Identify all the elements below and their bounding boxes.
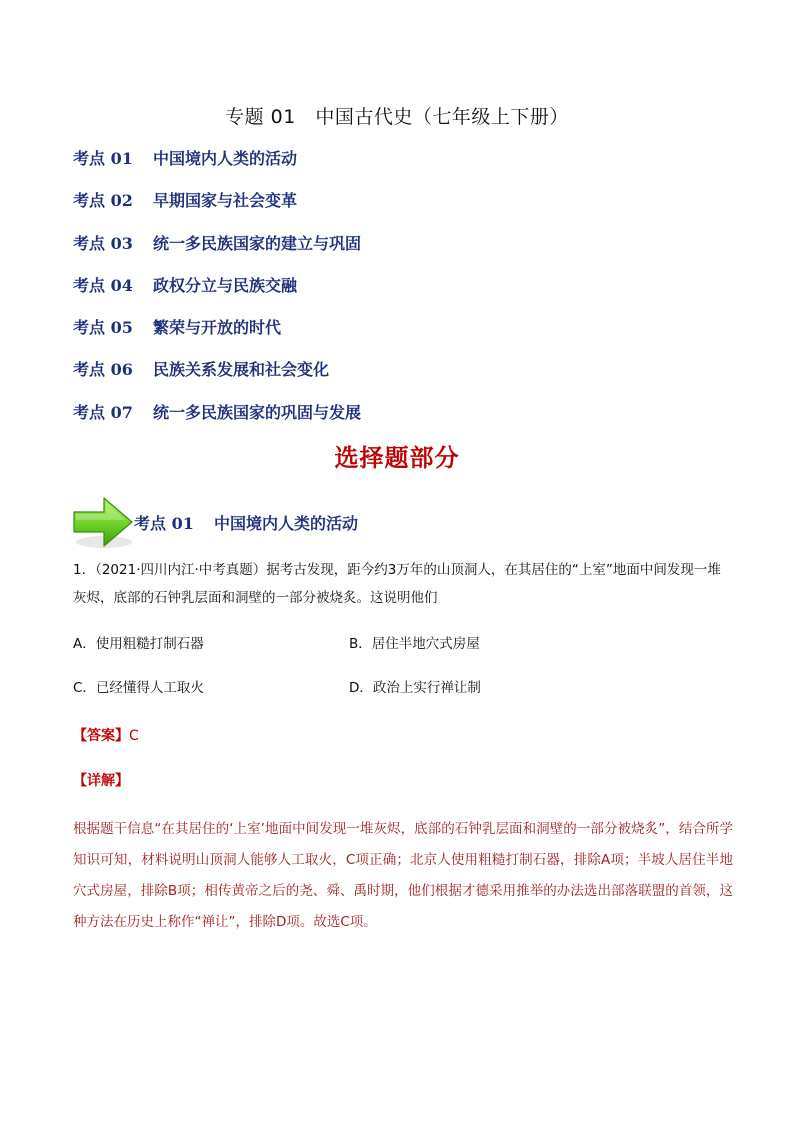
detail-label: 【详解】 bbox=[73, 773, 129, 789]
explanation-text: 根据题干信息“在其居住的‘上室’地面中间发现一堆灰烬，底部的石钟乳层面和洞壁的一部分被烧炙”，结合所学知识可知，材料说明山顶洞人能够人工取火，C项正确；北京人使用粗糙打制石器，排除A项；半坡人居住半地穴式房屋，排除B项；相传黄帝之后的尧、舜、禹时期，他们根据才德采用推举的办法选出部落联盟的首领，这种方法在历史上称作“禅让”，排除D项。故选C项。 bbox=[73, 821, 733, 930]
toc-item bbox=[73, 273, 361, 315]
topic-code: 考点 01 bbox=[134, 514, 194, 533]
toc-item bbox=[73, 400, 361, 442]
question-stem: 1．（2021·四川内江·中考真题）据考古发现，距今约3万年的山顶洞人，在其居住的“上室”地面中间发现一堆灰烬，底部的石钟乳层面和洞壁的一部分被烧炙。这说明他们 bbox=[73, 562, 721, 606]
option-row bbox=[73, 676, 723, 720]
toc-item-code: 考点 04 bbox=[73, 275, 133, 295]
topic-title: 中国境内人类的活动 bbox=[214, 514, 359, 533]
document-title: 专题 01 中国古代史（七年级上下册） bbox=[225, 106, 569, 128]
section-heading: 选择题部分 bbox=[334, 443, 460, 472]
option-c: C．已经懂得人工取火 bbox=[73, 680, 204, 696]
toc-item bbox=[73, 188, 361, 230]
question-options bbox=[73, 632, 723, 720]
green-arrow-icon bbox=[70, 490, 136, 554]
topic-label bbox=[134, 511, 358, 534]
toc-item-title: 政权分立与民族交融 bbox=[153, 275, 298, 295]
toc-item-title: 民族关系发展和社会变化 bbox=[153, 360, 330, 380]
option-d: D．政治上实行禅让制 bbox=[349, 680, 481, 696]
toc-item bbox=[73, 146, 361, 188]
topic-banner bbox=[70, 490, 470, 554]
option-a: A．使用粗糙打制石器 bbox=[73, 636, 204, 652]
answer-value: C bbox=[129, 728, 139, 744]
option-b: B．居住半地穴式房屋 bbox=[349, 636, 480, 652]
answer-label: 【答案】 bbox=[73, 728, 129, 744]
table-of-contents bbox=[73, 146, 361, 442]
toc-item bbox=[73, 357, 361, 399]
toc-item-code: 考点 06 bbox=[73, 360, 133, 380]
option-row bbox=[73, 632, 723, 676]
toc-item-code: 考点 07 bbox=[73, 402, 133, 422]
toc-item-title: 繁荣与开放的时代 bbox=[153, 318, 282, 338]
toc-item-title: 中国境内人类的活动 bbox=[153, 149, 298, 168]
toc-item-title: 早期国家与社会变革 bbox=[153, 191, 298, 211]
toc-item-title: 统一多民族国家的建立与巩固 bbox=[153, 233, 362, 253]
toc-item-code: 考点 05 bbox=[73, 318, 133, 338]
answer-line bbox=[73, 725, 139, 745]
toc-item bbox=[73, 231, 361, 273]
toc-item-code: 考点 02 bbox=[73, 191, 133, 211]
toc-item-title: 统一多民族国家的巩固与发展 bbox=[153, 402, 362, 422]
toc-item bbox=[73, 315, 361, 357]
toc-item-code: 考点 03 bbox=[73, 233, 133, 253]
toc-item-code: 考点 01 bbox=[73, 149, 133, 168]
